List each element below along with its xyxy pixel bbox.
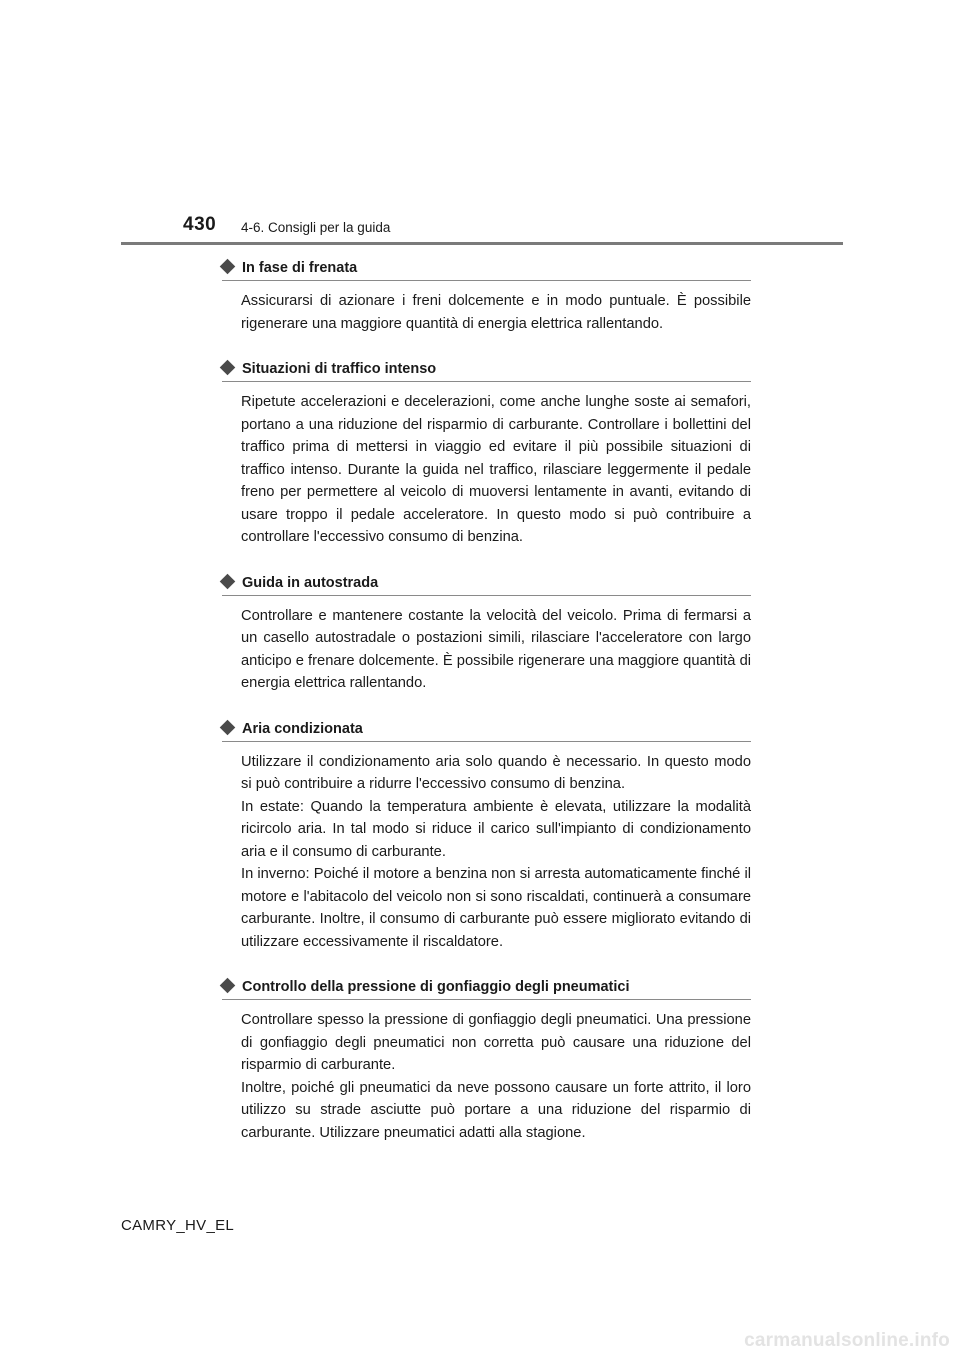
diamond-bullet-icon xyxy=(220,719,236,735)
main-content xyxy=(222,250,751,1144)
section-body: Assicurarsi di azionare i freni dolcemente e in modo puntuale. È possibile rigenerare una maggiore quantità di energia elettrica rallentando. xyxy=(241,293,751,332)
section-heavy-traffic xyxy=(222,356,751,549)
section-heading xyxy=(222,716,751,742)
section-heading-text: Guida in autostrada xyxy=(242,574,379,591)
section-heading xyxy=(222,570,751,596)
section-heading-text: Situazioni di traffico intenso xyxy=(242,361,437,377)
section-body: Utilizzare il condizionamento aria solo quando è necessario. In questo modo si può contribuire a ridurre l'eccessivo consumo di benzina. In estate: Quando la temperatura ambiente è elevata, utilizzare la modalità ricircolo aria. In tal modo si riduce il carico sull'impianto di condizionamento aria e il consumo di carburante. In inverno: Poiché il motore a benzina non si arresta automaticamente finché il motore e l'abitacolo del veicolo non si sono riscaldati, continuerà a consumare carburante. Inoltre, il consumo di carburante può essere migliorato evitando di utilizzare eccessivamente il riscaldatore. xyxy=(241,753,751,950)
section-braking xyxy=(222,255,751,335)
diamond-bullet-icon xyxy=(220,573,236,589)
section-tire-pressure xyxy=(222,974,751,1144)
page-number: 430 xyxy=(183,214,217,235)
section-body: Controllare e mantenere costante la velocità del veicolo. Prima di fermarsi a un casello autostradale o postazioni simili, rilasciare l'acceleratore con largo anticipo e frenare dolcemente. È possibile rigenerare una maggiore quantità di energia elettrica rallentando. xyxy=(241,607,751,691)
diamond-bullet-icon xyxy=(220,978,236,994)
section-title: 4-6. Consigli per la guida xyxy=(241,220,391,235)
section-highway-driving xyxy=(222,570,751,695)
section-heading-text: Controllo della pressione di gonfiaggio degli pneumatici xyxy=(242,979,630,995)
diamond-bullet-icon xyxy=(220,360,236,376)
section-heading xyxy=(222,974,751,1000)
header-divider xyxy=(121,242,843,245)
model-code: CAMRY_HV_EL xyxy=(121,1217,235,1234)
page-header xyxy=(0,0,960,250)
section-heading xyxy=(222,255,751,281)
section-body: Controllare spesso la pressione di gonfiaggio degli pneumatici. Una pressione di gonfiaggio degli pneumatici non corretta può causare una riduzione del risparmio di carburante. Inoltre, poiché gli pneumatici da neve possono causare un forte attrito, il loro utilizzo su strade asciutte può portare a una riduzione del risparmio di carburante. Utilizzare pneumatici adatti alla stagione. xyxy=(241,1012,751,1141)
section-air-conditioning xyxy=(222,716,751,954)
section-heading-text: Aria condizionata xyxy=(242,720,363,737)
section-heading-text: In fase di frenata xyxy=(242,260,358,276)
watermark: carmanualsonline.info xyxy=(744,1330,950,1351)
section-body: Ripetute accelerazioni e decelerazioni, come anche lunghe soste ai semafori, portano a una riduzione del risparmio di carburante. Controllare i bollettini del traffico prima di mettersi in viaggio ed evitare il più possibile situazioni di traffico intenso. Durante la guida nel traffico, rilasciare leggermente il pedale freno per permettere al veicolo di muoversi lentamente in avanti, evitando di usare troppo il pedale acceleratore. In questo modo si può contribuire a controllare l'eccessivo consumo di benzina. xyxy=(241,394,751,545)
section-heading xyxy=(222,356,751,382)
diamond-bullet-icon xyxy=(220,259,236,275)
